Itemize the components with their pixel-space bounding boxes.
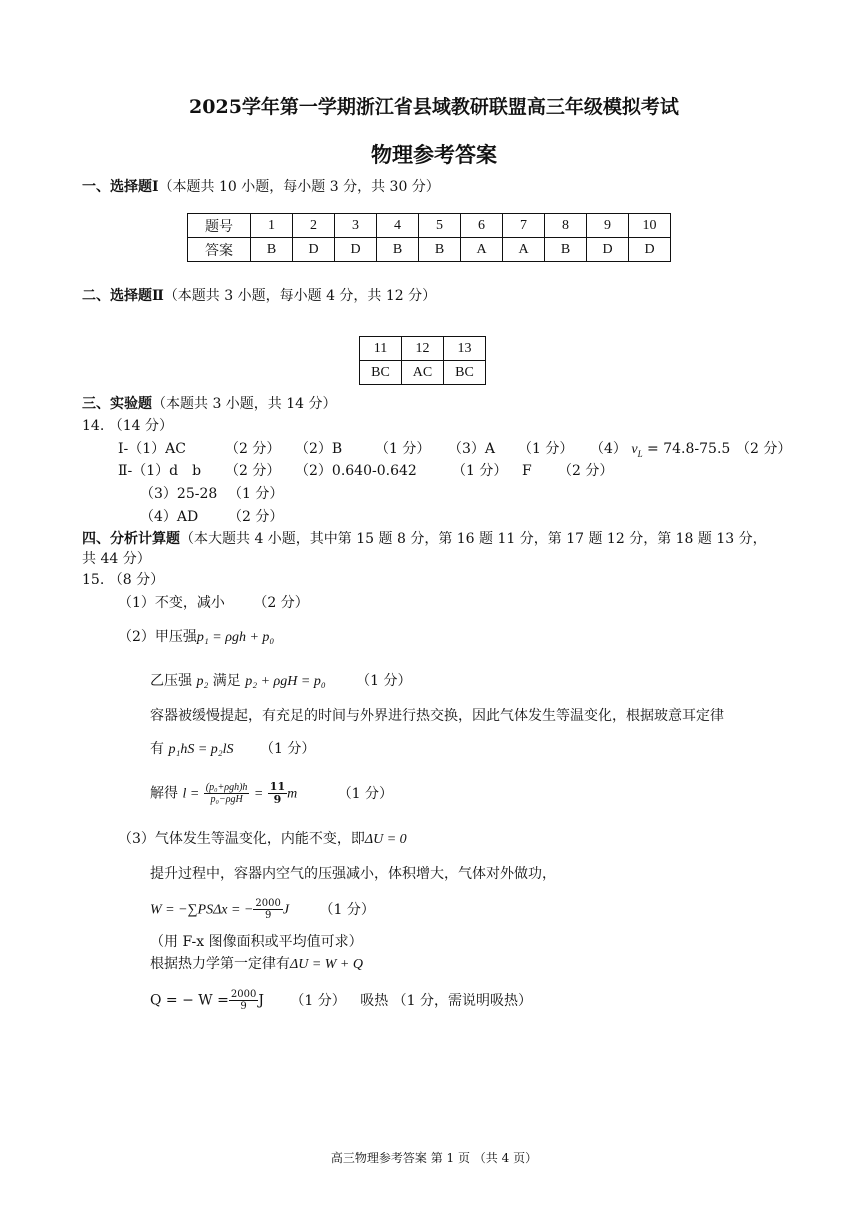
table-cell: D (587, 238, 629, 262)
section4-heading (82, 531, 767, 548)
q14-part3: （3）25-28 (140, 486, 218, 502)
table-cell: 13 (444, 337, 486, 361)
q15-part2-eq2: p₂ + ρgH = p₀ (245, 674, 326, 689)
section2-title: 二、选择题Ⅱ (82, 288, 164, 304)
table-cell: A (503, 238, 545, 262)
q15-part2-you: 有 (150, 741, 164, 757)
q14-part4-points: （2 分） (228, 509, 284, 525)
table-cell: 12 (402, 337, 444, 361)
table-cell: D (335, 238, 377, 262)
table-cell: 5 (419, 214, 461, 238)
q14-part1-b-points: （1 分） (375, 441, 431, 457)
table-cell: BC (360, 361, 402, 385)
table-cell: 10 (629, 214, 671, 238)
q14-part4: （4）AD (140, 509, 199, 525)
q14-part1-a-points: （2 分） (225, 441, 281, 457)
q15-part2-text: 乙压强 (150, 673, 192, 689)
q15-part2-line2 (150, 673, 412, 691)
q14-part1-a: Ⅰ-（1）AC (118, 441, 186, 457)
answer-key-title: 物理参考答案 (371, 142, 497, 167)
question-14-label: 14. （14 分） (82, 418, 173, 434)
q15-part2-line5 (150, 781, 393, 806)
table-row (188, 238, 671, 262)
q15-part3-w-fraction (253, 898, 282, 921)
section1-title: 一、选择题Ⅰ (82, 179, 159, 195)
unit: J (282, 902, 290, 918)
q15-part2-solve: 解得 (150, 785, 178, 802)
q15-part3-q-fraction (229, 989, 258, 1012)
q15-part3-eq1: ΔU = 0 (364, 832, 407, 847)
section2-note: （本题共 3 小题，每小题 4 分，共 12 分） (163, 288, 437, 304)
equals-sign: = (253, 786, 264, 802)
q14-part1-c: （3）A (448, 441, 496, 457)
q15-part2-l: l = (182, 786, 200, 802)
table-cell: B (251, 238, 293, 262)
table-cell: B (545, 238, 587, 262)
fraction-denominator: p₀−ρgH (210, 794, 243, 806)
q15-part3-heat (150, 989, 532, 1012)
q15-part3-explain: 提升过程中，容器内空气的压强减小，体积增大，气体对外做功， (150, 866, 556, 882)
q14-part1-d (590, 441, 730, 460)
q15-part1 (118, 595, 309, 612)
fraction-numerator: 11 (269, 780, 286, 793)
section2-answer-table (359, 336, 486, 385)
section2-heading (82, 288, 436, 305)
q14-part1-c-points: （1 分） (518, 441, 574, 457)
section1-heading (82, 179, 440, 196)
fraction-numerator: (p₀+ρgh)h (205, 782, 248, 794)
question-15-label: 15. （8 分） (82, 572, 165, 588)
q15-part2-eq3-points: （1 分） (259, 741, 316, 757)
table-cell: 2 (293, 214, 335, 238)
q15-part3-absorb-note: 吸热 （1 分，需说明吸热） (360, 992, 533, 1009)
table-cell: B (377, 238, 419, 262)
section4-note: （本大题共 4 小题，其中第 15 题 8 分，第 16 题 11 分，第 17 题 12 分，第 18 题 13 分， (180, 531, 767, 547)
q14-part2-c: F (522, 463, 532, 479)
section4-note-cont: 共 44 分） (82, 551, 151, 567)
fraction-denominator: 9 (264, 910, 272, 921)
q15-part3-work (150, 898, 375, 921)
table-cell: 8 (545, 214, 587, 238)
q15-part3-first-law-eq: ΔU = W + Q (290, 957, 363, 972)
fraction-denominator: 9 (273, 793, 282, 807)
page-footer: 高三物理参考答案 第 1 页 （共 4 页） (330, 1151, 538, 1165)
table-cell: AC (402, 361, 444, 385)
table-cell: BC (444, 361, 486, 385)
table-cell: D (629, 238, 671, 262)
unit: J (258, 992, 264, 1009)
q15-part2-line1 (118, 629, 274, 647)
q14-part1-d-sub: L (637, 448, 643, 459)
row-label: 答案 (188, 238, 251, 262)
exam-title: 2025学年第一学期浙江省县域教研联盟高三年级模拟考试 (189, 96, 679, 118)
table-cell: B (419, 238, 461, 262)
q14-part1-d-points: （2 分） (736, 441, 792, 457)
table-cell: 7 (503, 214, 545, 238)
q14-part2-b-points: （1 分） (452, 463, 508, 479)
q14-part1-d-value: = 74.8-75.5 (642, 441, 731, 457)
table-cell: 4 (377, 214, 419, 238)
section3-title: 三、实验题 (82, 396, 152, 412)
table-cell: 11 (360, 337, 402, 361)
section3-note: （本题共 3 小题，共 14 分） (152, 396, 337, 412)
q15-part2-var: p₂ (196, 674, 209, 689)
q15-part2-result-points: （1 分） (337, 785, 394, 802)
q15-part3-q-eq: Q = − W = (150, 992, 229, 1009)
q15-part3-q-points: （1 分） (290, 992, 346, 1009)
table-row (360, 337, 486, 361)
q14-part1-d-var: v (631, 442, 638, 457)
fraction-denominator: 9 (240, 1001, 247, 1012)
q15-part2-line4 (150, 741, 315, 759)
table-cell: D (293, 238, 335, 262)
q14-part2-b: （2）0.640-0.642 (295, 463, 417, 479)
q15-part2-eq1: p₁ = ρgh + p₀ (196, 630, 275, 645)
table-row (188, 214, 671, 238)
q14-part1-b: （2）B (295, 441, 343, 457)
fraction-numerator: 2000 (255, 898, 281, 909)
q15-part3-first-law-text: 根据热力学第一定律有 (150, 956, 290, 972)
q14-part2-a-points: （2 分） (225, 463, 281, 479)
table-cell: 3 (335, 214, 377, 238)
table-cell: 1 (251, 214, 293, 238)
fraction-numerator: 2000 (230, 989, 257, 1000)
q15-part2-explain: 容器被缓慢提起，有充足的时间与外界进行热交换，因此气体发生等温变化，根据玻意耳定律 (150, 708, 724, 724)
section4-title: 四、分析计算题 (82, 531, 180, 547)
q15-part2-text2: 满足 (212, 673, 241, 689)
q15-part2-eq3: p₁hS = p₂lS (168, 742, 234, 757)
table-row (360, 361, 486, 385)
row-label: 题号 (188, 214, 251, 238)
table-cell: A (461, 238, 503, 262)
q15-part2-label: （2）甲压强 (118, 629, 197, 645)
unit: m (287, 786, 298, 802)
q15-part3-line1 (118, 831, 407, 849)
q15-part3-w-points: （1 分） (319, 901, 375, 918)
q14-part2-c-points: （2 分） (558, 463, 614, 479)
q14-part3-points: （1 分） (228, 486, 284, 502)
section1-note: （本题共 10 小题，每小题 3 分，共 30 分） (158, 179, 440, 195)
q15-part1-points: （2 分） (253, 595, 309, 611)
q15-part2-fraction (204, 782, 250, 805)
section1-answer-table (187, 213, 671, 262)
q15-part3-first-law (150, 956, 363, 974)
q15-part3-label: （3）气体发生等温变化，内能不变，即 (118, 831, 365, 847)
q14-part2-a: Ⅱ-（1）d b (118, 463, 202, 479)
q15-part1-text: （1）不变，减小 (118, 595, 225, 611)
table-cell: 9 (587, 214, 629, 238)
q15-part2-result-fraction (268, 781, 287, 806)
table-cell: 6 (461, 214, 503, 238)
q15-part3-w-eq: W = −∑PSΔx = − (150, 902, 254, 918)
q14-part1-d-label: （4） (590, 441, 627, 457)
q15-part3-note: （用 F-x 图像面积或平均值可求） (150, 934, 363, 950)
q15-part2-eq2-points: （1 分） (356, 673, 412, 689)
section3-heading (82, 396, 337, 413)
